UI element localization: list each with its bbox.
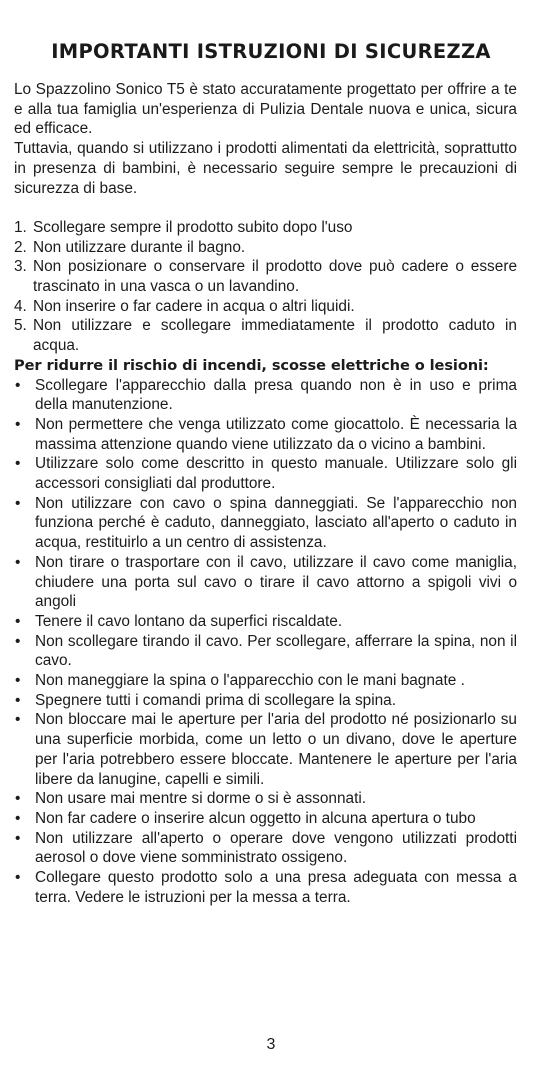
numbered-item [14, 316, 517, 355]
bullet-item [14, 494, 517, 553]
bullet-text: Non usare mai mentre si dorme o si è assonnati. [35, 790, 367, 808]
bullet-text: Non bloccare mai le aperture per l'aria del prodotto né posizionarlo su una superficie morbida, come un letto o un divano, dove le aperture per l'aria potrebbero essere bloccate. Mantenere le aperture per l'aria libere da lanugine, capelli e simili. [35, 711, 517, 788]
page-content [14, 80, 517, 908]
numbered-item [14, 238, 517, 258]
bullet-text: Collegare questo prodotto solo a una presa adeguata con messa a terra. Vedere le istruzioni per la messa a terra. [35, 869, 517, 906]
item-text: Non utilizzare e scollegare immediatamente il prodotto caduto in acqua. [33, 317, 517, 355]
bullet-item [14, 868, 517, 907]
bullet-item [14, 829, 517, 868]
numbered-item [14, 218, 517, 238]
bullet-text: Non permettere che venga utilizzato come giocattolo. È necessaria la massima attenzione quando viene utilizzato da o vicino a bambini. [35, 415, 517, 453]
bullet-dot: • [15, 829, 21, 847]
intro-section [14, 80, 517, 198]
bullet-text: Utilizzare solo come descritto in questo manuale. Utilizzare solo gli accessori consigliati dal produttore. [35, 455, 517, 493]
bullet-text: Non far cadere o inserire alcun oggetto in alcuna apertura o tubo [35, 810, 476, 827]
item-text: Non posizionare o conservare il prodotto dove può cadere o essere trascinato in una vasca o un lavandino. [33, 258, 517, 296]
item-number: 4. [14, 297, 27, 315]
item-text: Non utilizzare durante il bagno. [33, 238, 246, 256]
bullet-dot: • [15, 455, 21, 473]
item-text: Scollegare sempre il prodotto subito dopo l'uso [33, 218, 353, 236]
numbered-item [14, 257, 517, 296]
safety-bullet-list [14, 376, 517, 908]
bullet-text: Non maneggiare la spina o l'apparecchio con le mani bagnate . [35, 672, 465, 690]
intro-paragraph: Tuttavia, quando si utilizzano i prodotti alimentati da elettricità, soprattutto in presenza di bambini, è necessario seguire sempre le precauzioni di sicurezza di base. [14, 140, 517, 197]
bullet-dot: • [15, 494, 21, 512]
bullet-dot: • [15, 691, 21, 709]
bullet-item [14, 691, 517, 711]
bullet-text: Spegnere tutti i comandi prima di scollegare la spina. [35, 691, 397, 709]
page-number: 3 [266, 1036, 276, 1053]
bullet-dot: • [15, 810, 21, 827]
bullet-item [14, 454, 517, 493]
item-text: Non inserire o far cadere in acqua o altri liquidi. [33, 297, 355, 315]
bullet-item [14, 789, 517, 809]
bullet-text: Non utilizzare con cavo o spina danneggiati. Se l'apparecchio non funziona perché è caduto, danneggiato, lasciato all'aperto o caduto in acqua, restituirlo a un centro di assistenza. [35, 494, 517, 552]
bullet-item [14, 376, 517, 415]
page-title: IMPORTANTI ISTRUZIONI DI SICUREZZA [51, 40, 491, 63]
bullet-item [14, 671, 517, 691]
bullet-dot: • [15, 672, 21, 690]
warning-heading: Per ridurre il rischio di incendi, scosse elettriche o lesioni: [14, 356, 489, 374]
bullet-text: Scollegare l'apparecchio dalla presa quando non è in uso e prima della manutenzione. [35, 376, 517, 414]
item-number: 2. [14, 238, 27, 256]
bullet-text: Tenere il cavo lontano da superfici riscaldate. [35, 612, 343, 630]
item-number: 3. [14, 258, 27, 276]
item-number: 1. [14, 218, 27, 236]
bullet-item [14, 809, 517, 829]
bullet-dot: • [15, 376, 21, 394]
bullet-dot: • [15, 632, 21, 650]
bullet-text: Non tirare o trasportare con il cavo, utilizzare il cavo come maniglia, chiudere una porta sul cavo o tirare il cavo attorno a spigoli vivi o angoli [35, 553, 517, 611]
bullet-text: Non utilizzare all'aperto o operare dove vengono utilizzati prodotti aerosol o dove viene somministrato ossigeno. [35, 829, 517, 867]
bullet-item [14, 612, 517, 632]
spacer [14, 198, 517, 218]
intro-paragraph: Lo Spazzolino Sonico T5 è stato accuratamente progettato per offrire a te e alla tua famiglia un'esperienza di Pulizia Dentale nuova e unica, sicura ed efficace. [14, 81, 517, 138]
item-number: 5. [14, 317, 27, 335]
bullet-text: Non scollegare tirando il cavo. Per scollegare, afferrare la spina, non il cavo. [35, 632, 517, 670]
bullet-dot: • [15, 869, 21, 887]
bullet-item [14, 415, 517, 454]
bullet-item [14, 632, 517, 671]
bullet-item [14, 553, 517, 612]
bullet-dot: • [15, 553, 21, 571]
bullet-item [14, 710, 517, 789]
numbered-item [14, 297, 517, 317]
bullet-dot: • [15, 612, 21, 630]
bullet-dot: • [15, 711, 21, 729]
bullet-dot: • [15, 790, 21, 808]
numbered-list [14, 218, 517, 356]
bullet-dot: • [15, 415, 21, 433]
